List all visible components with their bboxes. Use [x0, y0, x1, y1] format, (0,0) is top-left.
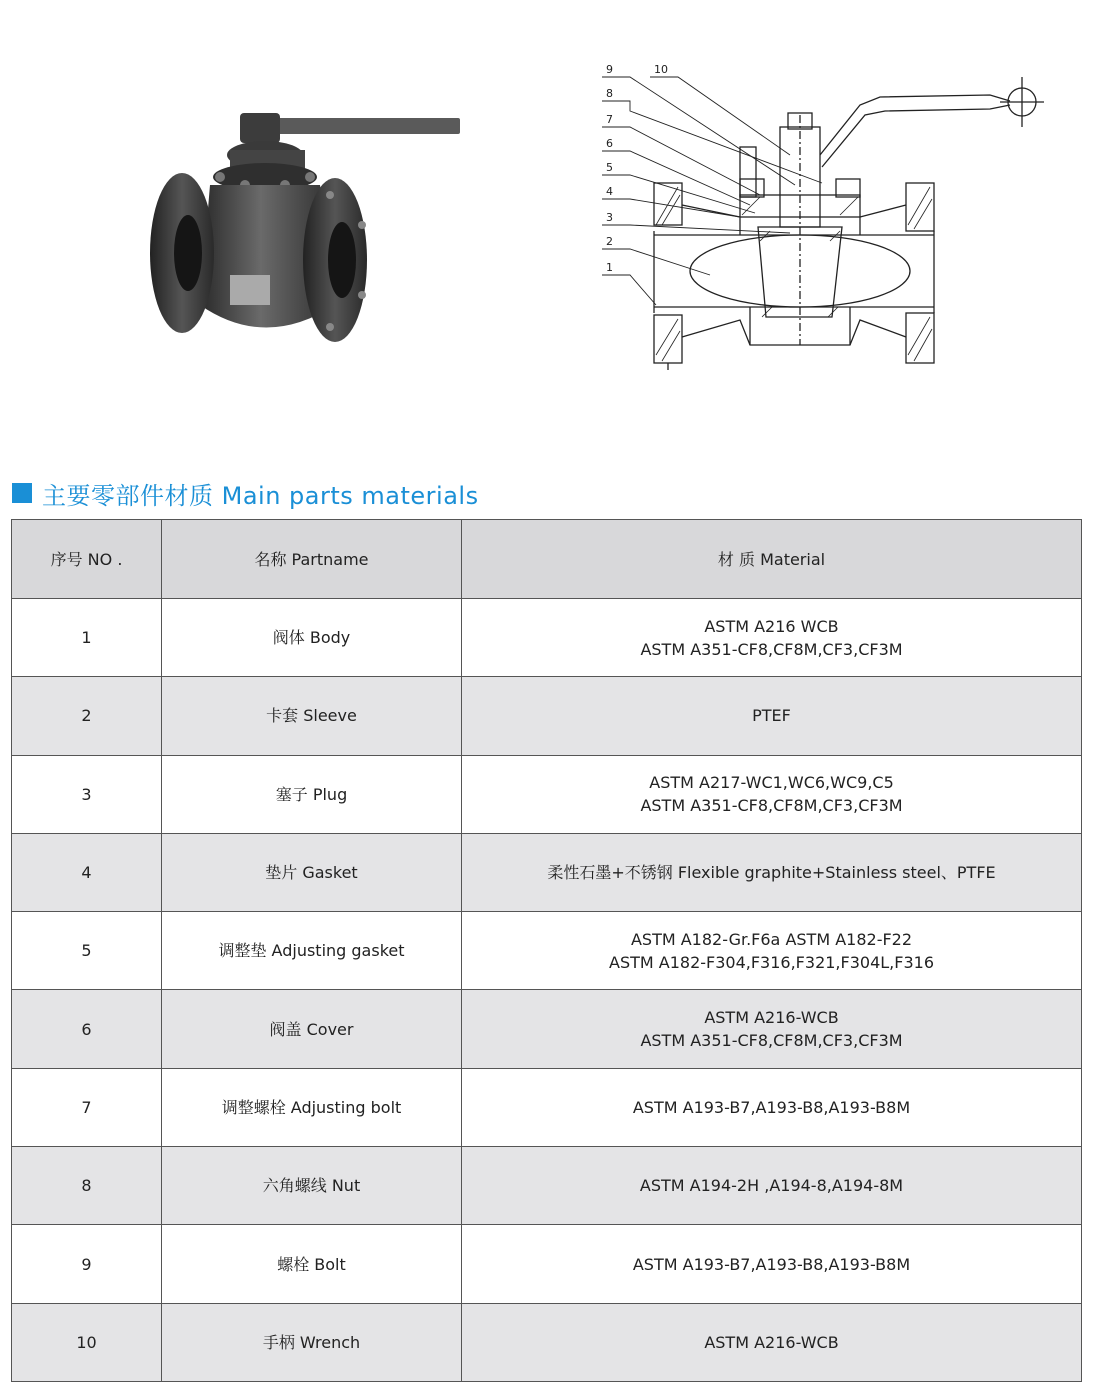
cell-no: 6 — [12, 990, 162, 1068]
part-label: 3 — [606, 211, 613, 224]
cell-partname: 手柄 Wrench — [162, 1303, 462, 1381]
table-row — [12, 1303, 1082, 1381]
table-row — [12, 599, 1082, 677]
part-label: 5 — [606, 161, 613, 174]
header-material: 材 质 Material — [462, 520, 1082, 599]
cell-partname: 螺栓 Bolt — [162, 1225, 462, 1303]
material-line: ASTM A193-B7,A193-B8,A193-B8M — [632, 1097, 911, 1117]
cell-no: 3 — [12, 755, 162, 833]
square-bullet-icon — [12, 483, 32, 503]
cell-material — [462, 1225, 1082, 1303]
section-title-text: 主要零部件材质 Main parts materials — [42, 481, 479, 510]
material-line: ASTM A216-WCB — [704, 1008, 839, 1028]
material-line: ASTM A194-2H ,A194-8,A194-8M — [639, 1176, 904, 1196]
cell-partname: 塞子 Plug — [162, 755, 462, 833]
material-line: ASTM A216-WCB — [704, 1332, 839, 1352]
cell-no: 5 — [12, 912, 162, 990]
table-row — [12, 1147, 1082, 1225]
material-line: PTEF — [752, 706, 791, 726]
material-line: ASTM A193-B7,A193-B8,A193-B8M — [632, 1254, 911, 1274]
cell-no: 10 — [12, 1303, 162, 1381]
cell-material — [462, 1147, 1082, 1225]
section-heading — [12, 476, 479, 510]
cell-partname: 调整垫 Adjusting gasket — [162, 912, 462, 990]
cell-material — [462, 599, 1082, 677]
cell-no: 1 — [12, 599, 162, 677]
part-label: 10 — [654, 63, 668, 76]
part-label: 7 — [606, 113, 613, 126]
material-line: ASTM A351-CF8,CF8M,CF3,CF3M — [640, 639, 903, 659]
cell-partname: 垫片 Gasket — [162, 833, 462, 911]
material-line: ASTM A216 WCB — [704, 616, 839, 636]
material-line: ASTM A182-Gr.F6a ASTM A182-F22 — [630, 929, 913, 949]
valve-section-drawing — [590, 55, 1050, 375]
cell-partname: 阀盖 Cover — [162, 990, 462, 1068]
part-label: 2 — [606, 235, 613, 248]
material-line: ASTM A351-CF8,CF8M,CF3,CF3M — [640, 796, 903, 816]
cell-partname: 卡套 Sleeve — [162, 677, 462, 755]
table-row — [12, 912, 1082, 990]
cell-no: 9 — [12, 1225, 162, 1303]
table-row — [12, 1225, 1082, 1303]
table-header-row — [12, 520, 1082, 599]
cell-material — [462, 990, 1082, 1068]
material-line: 柔性石墨+不锈钢 Flexible graphite+Stainless steel、PTFE — [547, 863, 996, 883]
cell-partname: 调整螺栓 Adjusting bolt — [162, 1068, 462, 1146]
part-label: 1 — [606, 261, 613, 274]
material-line: ASTM A351-CF8,CF8M,CF3,CF3M — [640, 1031, 903, 1051]
cell-material — [462, 912, 1082, 990]
cell-material — [462, 755, 1082, 833]
cell-no: 2 — [12, 677, 162, 755]
cell-partname: 六角螺线 Nut — [162, 1147, 462, 1225]
materials-table — [11, 519, 1082, 1382]
material-line: ASTM A217-WC1,WC6,WC9,C5 — [649, 773, 894, 793]
table-row — [12, 755, 1082, 833]
part-label: 9 — [606, 63, 613, 76]
cell-no: 7 — [12, 1068, 162, 1146]
valve-photo — [140, 105, 480, 355]
part-label: 8 — [606, 87, 613, 100]
cell-no: 4 — [12, 833, 162, 911]
cell-material — [462, 677, 1082, 755]
part-label: 4 — [606, 185, 613, 198]
cell-no: 8 — [12, 1147, 162, 1225]
table-row — [12, 677, 1082, 755]
table-row — [12, 990, 1082, 1068]
table-row — [12, 1068, 1082, 1146]
part-label: 6 — [606, 137, 613, 150]
header-no: 序号 NO . — [12, 520, 162, 599]
table-row — [12, 833, 1082, 911]
material-line: ASTM A182-F304,F316,F321,F304L,F316 — [609, 952, 934, 972]
cell-material — [462, 1068, 1082, 1146]
cell-material — [462, 1303, 1082, 1381]
cell-material — [462, 833, 1082, 911]
header-partname: 名称 Partname — [162, 520, 462, 599]
cell-partname: 阀体 Body — [162, 599, 462, 677]
